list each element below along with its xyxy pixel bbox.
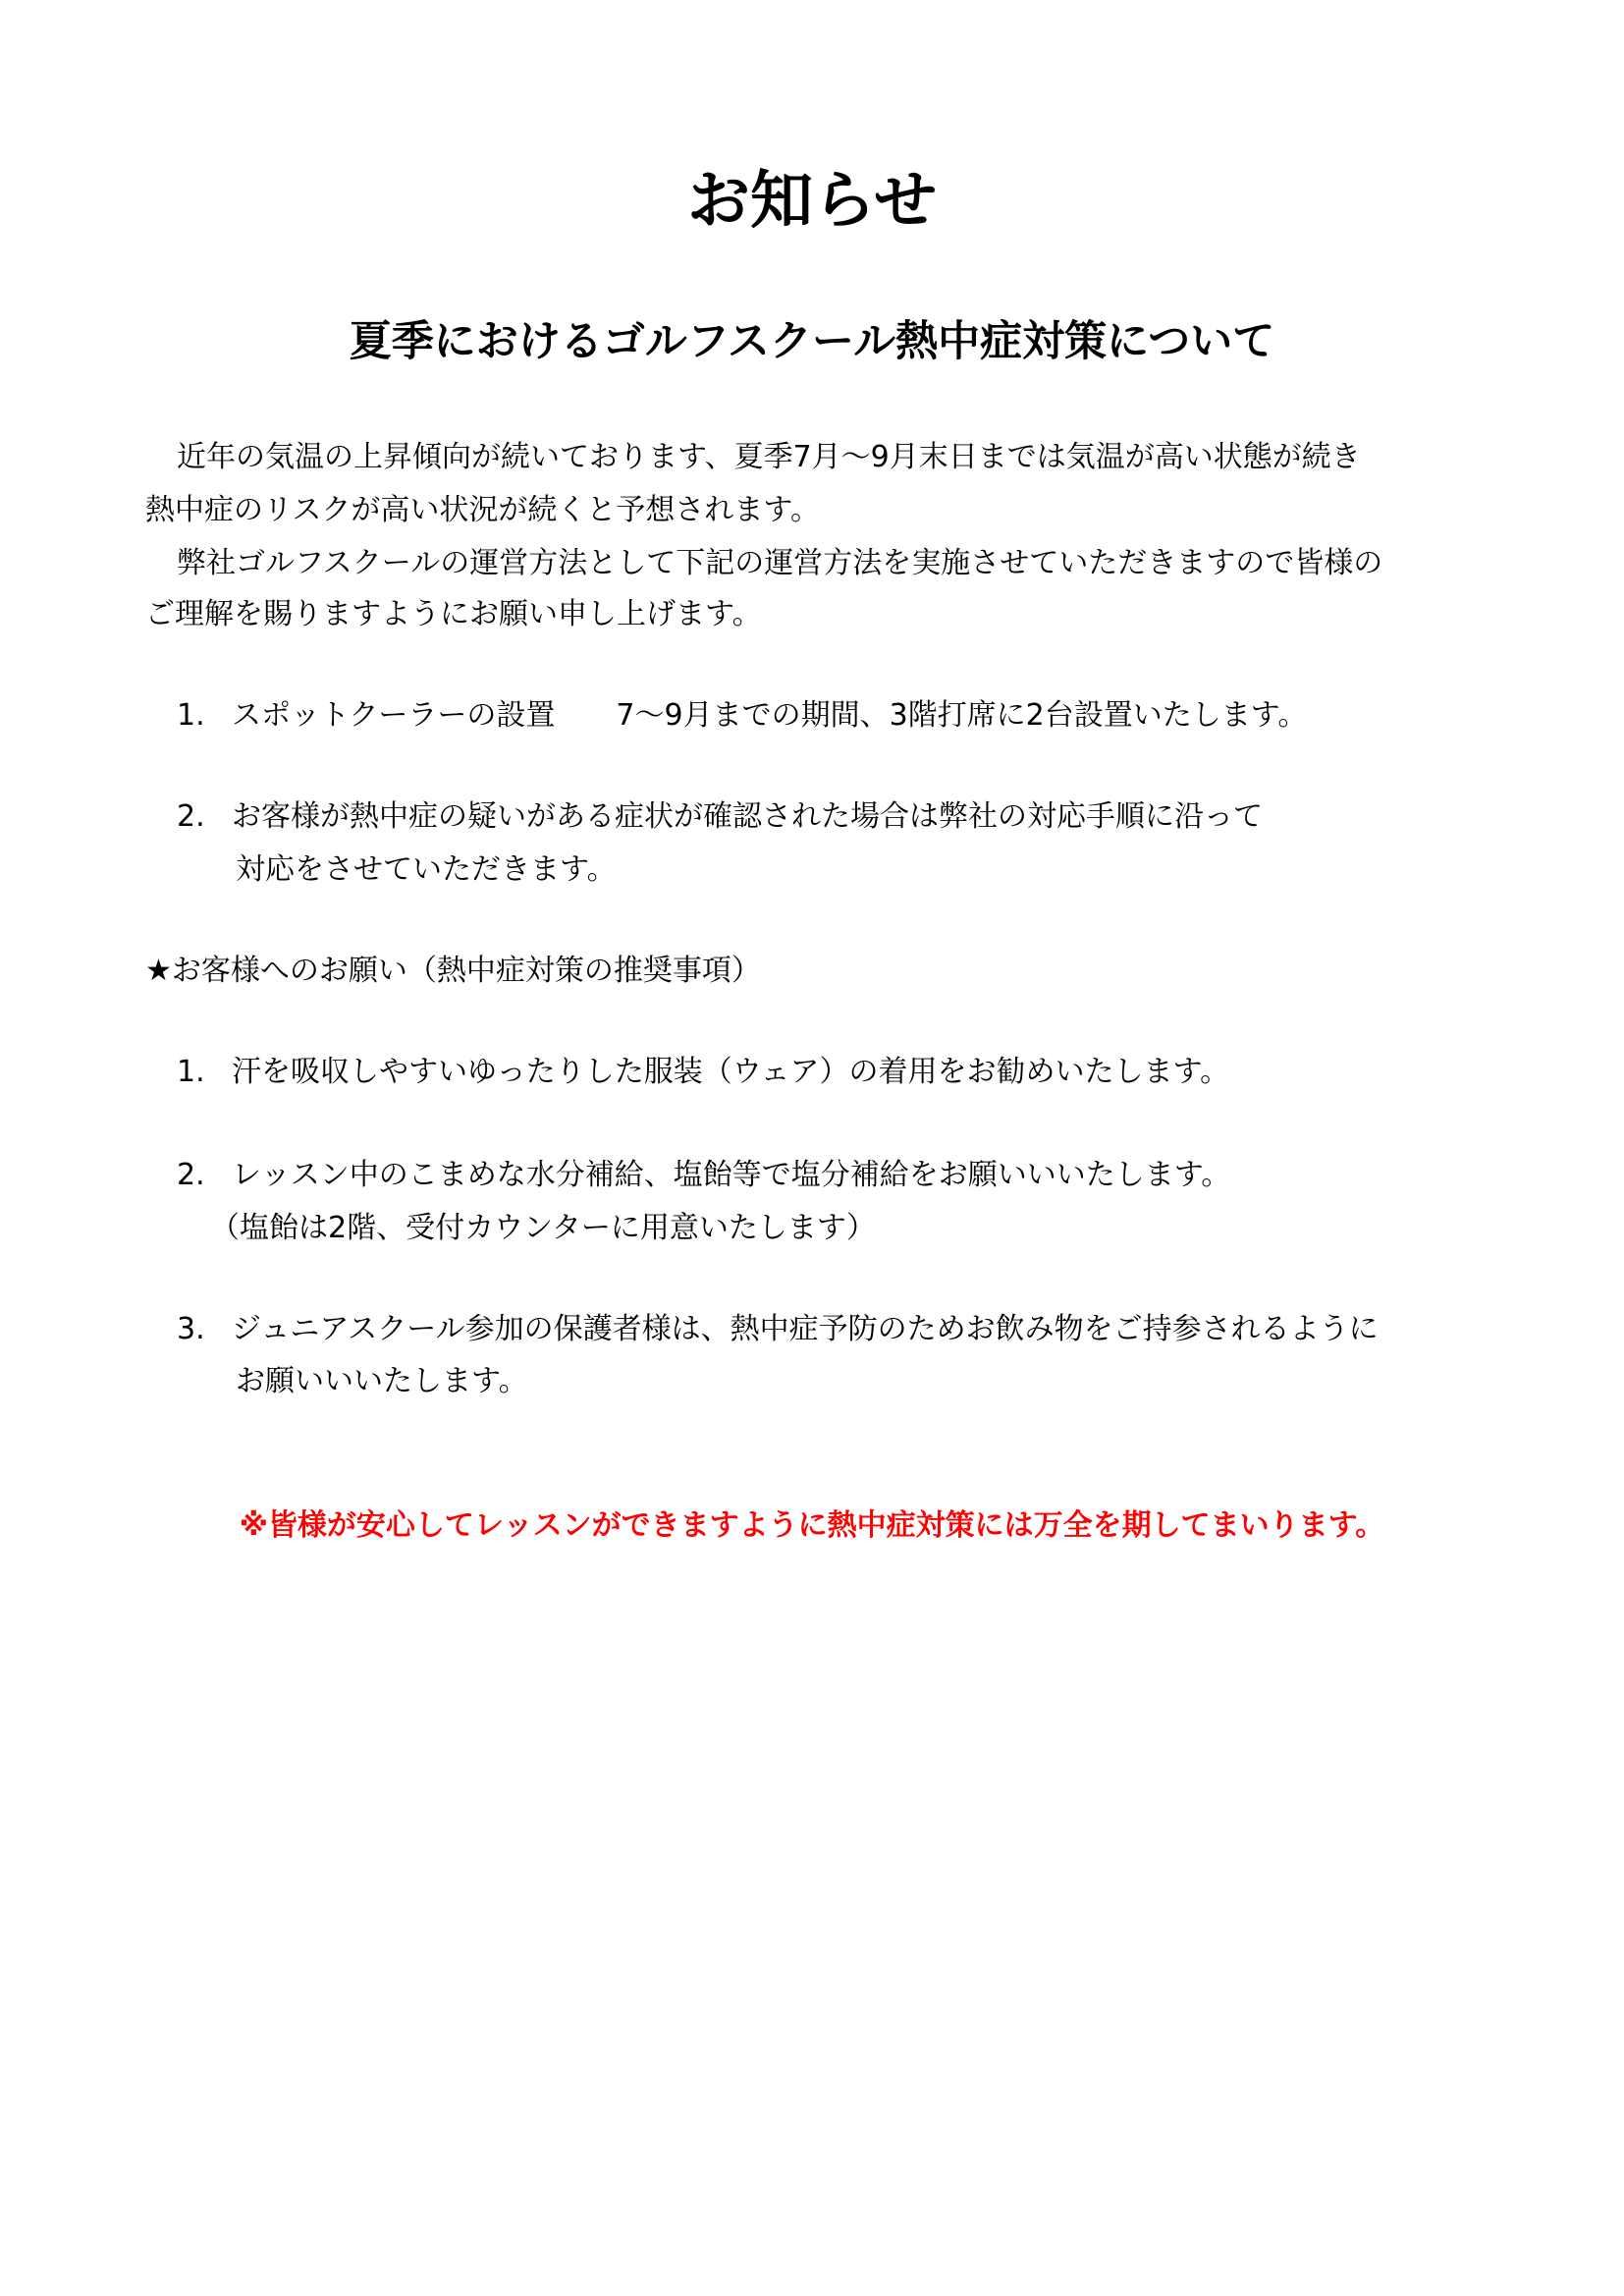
request-line-1: レッスン中のこまめな水分補給、塩飴等で塩分補給をお願いいいたします。 [232,1158,1231,1192]
measure-detail: 7〜9月までの期間、3階打席に2台設置いたします。 [616,698,1308,733]
measure-number: 1. [177,698,205,733]
measure-item-1 [177,694,1307,738]
measure-number: 2. [177,799,205,834]
request-item-2-continuation: （塩飴は2階、受付カウンターに用意いたします） [210,1211,876,1245]
request-number: 1. [177,1055,205,1089]
request-item-3 [177,1308,1379,1351]
intro-line-2: 熱中症のリスクが高い状況が続くと予想されます。 [145,493,820,527]
request-item-3-continuation: お願いいいたします。 [236,1364,528,1398]
intro-line-3: 弊社ゴルフスクールの運営方法として下記の運営方法を実施させていただきますので皆様の [177,546,1383,580]
measure-item-2 [177,795,1263,839]
intro-line-4: ご理解を賜りますようにお願い申し上げます。 [145,597,762,631]
request-number: 3. [177,1312,205,1346]
intro-line-1: 近年の気温の上昇傾向が続いております、夏季7月〜9月末日までは気温が高い状態が続き [177,440,1361,474]
request-line-1: ジュニアスクール参加の保護者様は、熱中症予防のためお飲み物をご持参されるように [232,1312,1379,1346]
measure-item-2-continuation: 対応をさせていただきます。 [236,852,617,887]
request-item-2 [177,1154,1230,1197]
measure-label: スポットクーラーの設置 [232,698,556,733]
request-item-1 [177,1051,1229,1094]
requests-heading: ★お客様へのお願い（熱中症対策の推奨事項） [145,954,761,988]
page-subtitle: 夏季におけるゴルフスクール熱中症対策について [349,317,1275,366]
request-number: 2. [177,1158,205,1192]
request-line-1: 汗を吸収しやすいゆったりした服装（ウェア）の着用をお勧めいたします。 [232,1055,1230,1089]
measure-line-1: お客様が熱中症の疑いがある症状が確認された場合は弊社の対応手順に沿って [232,799,1263,834]
closing-notice: ※皆様が安心してレッスンができますように熱中症対策には万全を期してまいります。 [239,1508,1385,1543]
page-title: お知らせ [686,165,938,238]
